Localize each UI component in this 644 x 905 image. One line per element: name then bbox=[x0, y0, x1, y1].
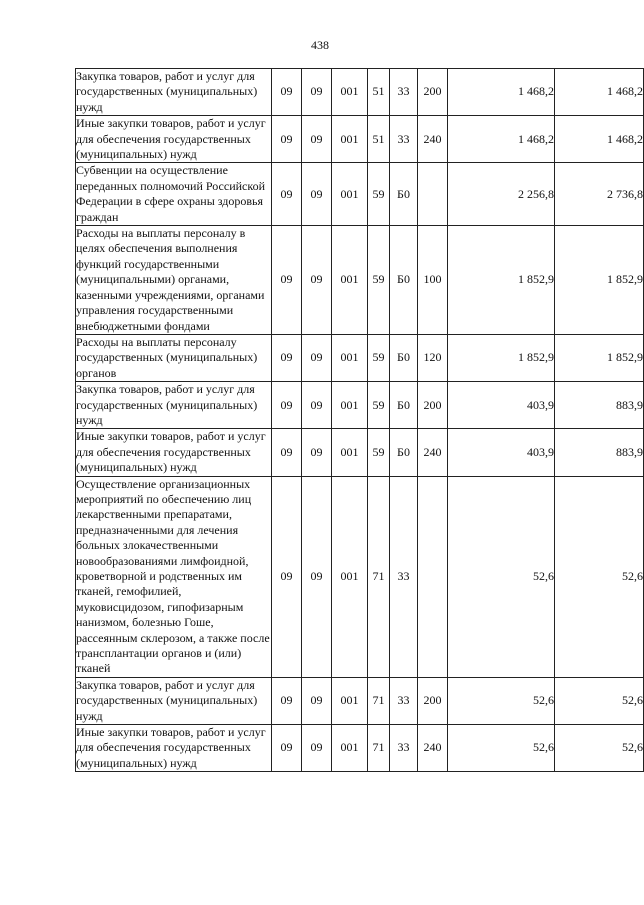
direction-code: Б0 bbox=[390, 334, 418, 381]
direction-code: 33 bbox=[390, 677, 418, 724]
program-code: 001 bbox=[332, 116, 368, 163]
amount-year-1: 52,6 bbox=[448, 725, 555, 772]
table-row bbox=[76, 226, 644, 335]
row-description: Закупка товаров, работ и услуг для государственных (муниципальных) нужд bbox=[76, 382, 272, 429]
row-description: Закупка товаров, работ и услуг для государственных (муниципальных) нужд bbox=[76, 677, 272, 724]
table-row bbox=[76, 116, 644, 163]
amount-year-1: 1 468,2 bbox=[448, 116, 555, 163]
expense-kind-code: 200 bbox=[418, 677, 448, 724]
amount-year-2: 1 852,9 bbox=[555, 226, 644, 335]
row-description: Расходы на выплаты персоналу государственных (муниципальных) органов bbox=[76, 334, 272, 381]
amount-year-1: 403,9 bbox=[448, 382, 555, 429]
program-code: 001 bbox=[332, 69, 368, 116]
program-code: 001 bbox=[332, 725, 368, 772]
section-code: 09 bbox=[272, 382, 302, 429]
section-code: 09 bbox=[272, 334, 302, 381]
amount-year-1: 52,6 bbox=[448, 476, 555, 677]
subprogram-code: 71 bbox=[368, 725, 390, 772]
subprogram-code: 59 bbox=[368, 382, 390, 429]
section-code: 09 bbox=[272, 429, 302, 476]
subsection-code: 09 bbox=[302, 116, 332, 163]
amount-year-2: 52,6 bbox=[555, 725, 644, 772]
table-row bbox=[76, 382, 644, 429]
row-description: Закупка товаров, работ и услуг для государственных (муниципальных) нужд bbox=[76, 69, 272, 116]
amount-year-1: 1 468,2 bbox=[448, 69, 555, 116]
section-code: 09 bbox=[272, 163, 302, 226]
program-code: 001 bbox=[332, 334, 368, 381]
direction-code: Б0 bbox=[390, 163, 418, 226]
amount-year-1: 403,9 bbox=[448, 429, 555, 476]
table-row bbox=[76, 677, 644, 724]
amount-year-1: 1 852,9 bbox=[448, 226, 555, 335]
amount-year-1: 2 256,8 bbox=[448, 163, 555, 226]
budget-table-body bbox=[76, 69, 644, 772]
subsection-code: 09 bbox=[302, 725, 332, 772]
direction-code: 33 bbox=[390, 476, 418, 677]
row-description: Осуществление организационных мероприятий по обеспечению лиц лекарственными препаратами, предназначенными для лечения больных злокачественными новообразованиями лимфоидной, кроветворной и родственных им тканей, гемофилией, муковисцидозом, гипофизарным нанизмом, болезнью Гоше, рассеянным склерозом, а также после трансплантации органов и (или) тканей bbox=[76, 476, 270, 676]
amount-year-2: 883,9 bbox=[555, 382, 644, 429]
amount-year-2: 2 736,8 bbox=[555, 163, 644, 226]
direction-code: 33 bbox=[390, 116, 418, 163]
section-code: 09 bbox=[272, 476, 302, 677]
direction-code: Б0 bbox=[390, 226, 418, 335]
row-description: Иные закупки товаров, работ и услуг для обеспечения государственных (муниципальных) нужд bbox=[76, 725, 272, 772]
subprogram-code: 71 bbox=[368, 476, 390, 677]
amount-year-2: 1 852,9 bbox=[555, 334, 644, 381]
subprogram-code: 59 bbox=[368, 226, 390, 335]
subsection-code: 09 bbox=[302, 334, 332, 381]
section-code: 09 bbox=[272, 116, 302, 163]
subsection-code: 09 bbox=[302, 226, 332, 335]
amount-year-2: 52,6 bbox=[555, 476, 644, 677]
section-code: 09 bbox=[272, 226, 302, 335]
expense-kind-code: 240 bbox=[418, 116, 448, 163]
amount-year-1: 1 852,9 bbox=[448, 334, 555, 381]
section-code: 09 bbox=[272, 677, 302, 724]
row-description: Иные закупки товаров, работ и услуг для обеспечения государственных (муниципальных) нужд bbox=[76, 429, 272, 476]
table-row bbox=[76, 163, 644, 226]
row-description: Расходы на выплаты персоналу в целях обеспечения выполнения функций государственными (муниципальными) органами, казенными учреждениями, органами управления государственными внебюджетными фондами bbox=[76, 226, 272, 335]
direction-code: Б0 bbox=[390, 429, 418, 476]
subprogram-code: 51 bbox=[368, 116, 390, 163]
amount-year-2: 1 468,2 bbox=[555, 69, 644, 116]
expense-kind-code: 240 bbox=[418, 429, 448, 476]
program-code: 001 bbox=[332, 677, 368, 724]
program-code: 001 bbox=[332, 476, 368, 677]
direction-code: 33 bbox=[390, 725, 418, 772]
expense-kind-code bbox=[418, 476, 448, 677]
page-number: 438 bbox=[311, 38, 329, 52]
subprogram-code: 59 bbox=[368, 163, 390, 226]
expense-kind-code: 120 bbox=[418, 334, 448, 381]
subsection-code: 09 bbox=[302, 69, 332, 116]
subsection-code: 09 bbox=[302, 382, 332, 429]
table-row bbox=[76, 476, 644, 677]
expense-kind-code bbox=[418, 163, 448, 226]
program-code: 001 bbox=[332, 429, 368, 476]
subprogram-code: 71 bbox=[368, 677, 390, 724]
amount-year-1: 52,6 bbox=[448, 677, 555, 724]
subsection-code: 09 bbox=[302, 476, 332, 677]
subprogram-code: 51 bbox=[368, 69, 390, 116]
expense-kind-code: 200 bbox=[418, 382, 448, 429]
direction-code: Б0 bbox=[390, 382, 418, 429]
expense-kind-code: 240 bbox=[418, 725, 448, 772]
table-row bbox=[76, 69, 644, 116]
amount-year-2: 883,9 bbox=[555, 429, 644, 476]
row-description: Иные закупки товаров, работ и услуг для обеспечения государственных (муниципальных) нужд bbox=[76, 116, 272, 163]
budget-table bbox=[75, 68, 644, 772]
row-description: Субвенции на осуществление переданных полномочий Российской Федерации в сфере охраны здоровья граждан bbox=[76, 163, 272, 226]
program-code: 001 bbox=[332, 226, 368, 335]
direction-code: 33 bbox=[390, 69, 418, 116]
amount-year-2: 52,6 bbox=[555, 677, 644, 724]
expense-kind-code: 100 bbox=[418, 226, 448, 335]
program-code: 001 bbox=[332, 163, 368, 226]
section-code: 09 bbox=[272, 725, 302, 772]
subsection-code: 09 bbox=[302, 163, 332, 226]
table-row bbox=[76, 334, 644, 381]
subprogram-code: 59 bbox=[368, 429, 390, 476]
subsection-code: 09 bbox=[302, 429, 332, 476]
table-row bbox=[76, 429, 644, 476]
subsection-code: 09 bbox=[302, 677, 332, 724]
program-code: 001 bbox=[332, 382, 368, 429]
section-code: 09 bbox=[272, 69, 302, 116]
subprogram-code: 59 bbox=[368, 334, 390, 381]
table-row bbox=[76, 725, 644, 772]
amount-year-2: 1 468,2 bbox=[555, 116, 644, 163]
expense-kind-code: 200 bbox=[418, 69, 448, 116]
